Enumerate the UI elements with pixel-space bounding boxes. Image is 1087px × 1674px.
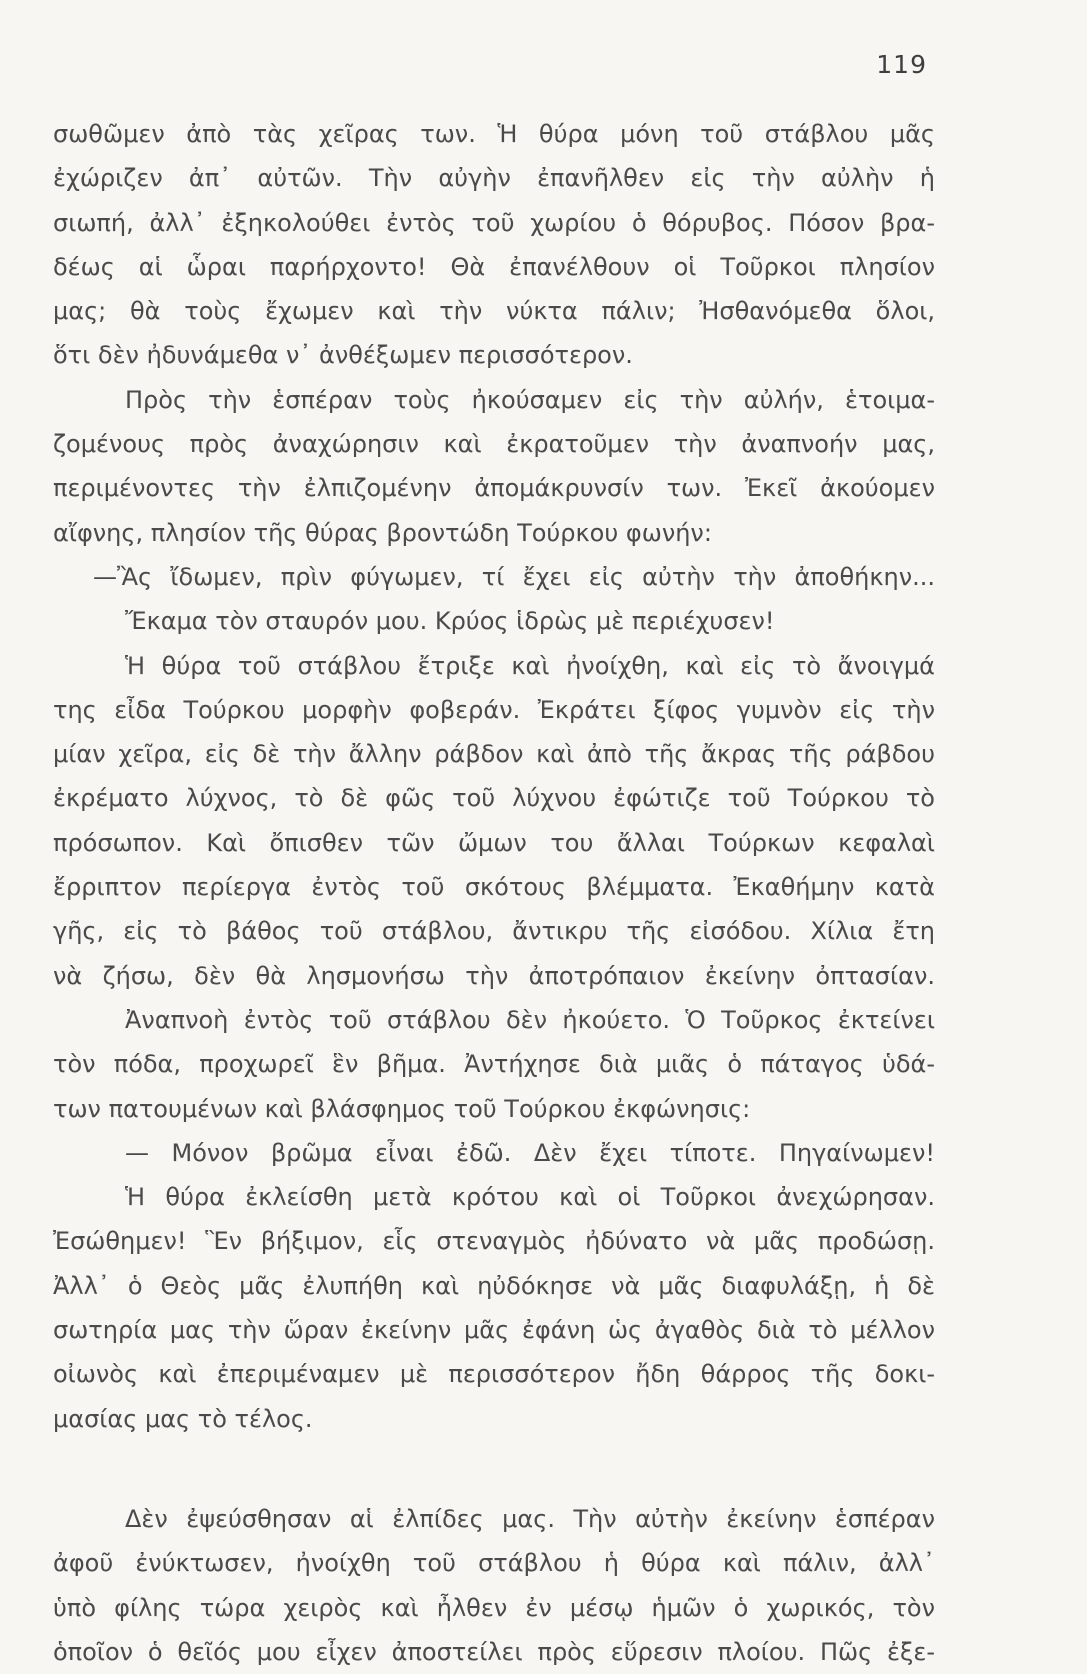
- text-line: Ἐσώθημεν! Ἓν βήξιμον, εἷς στεναγμὸς ἠδύνατο νὰ μᾶς προδώσῃ.: [53, 1227, 935, 1256]
- text-line: σιωπή, ἀλλ᾽ ἐξηκολούθει ἐντὸς τοῦ χωρίου ὁ θόρυβος. Πόσον βρα-: [53, 208, 935, 237]
- body-text: [53, 112, 935, 1674]
- text-line: Δὲν ἐψεύσθησαν αἱ ἐλπίδες μας. Τὴν αὐτὴν ἐκείνην ἑσπέραν: [125, 1504, 935, 1533]
- text-line: ἀφοῦ ἐνύκτωσεν, ἠνοίχθη τοῦ στάβλου ἡ θύρα καὶ πάλιν, ἀλλ᾽: [53, 1549, 935, 1578]
- text-line: οἰωνὸς καὶ ἐπεριμέναμεν μὲ περισσότερον ἤδη θάρρος τῆς δοκι-: [53, 1360, 935, 1389]
- text-line: πρόσωπον. Καὶ ὄπισθεν τῶν ὤμων του ἄλλαι Τούρκων κεφαλαὶ: [53, 828, 935, 857]
- text-line: μας; θὰ τοὺς ἔχωμεν καὶ τὴν νύκτα πάλιν; Ἠσθανόμεθα ὅλοι,: [53, 297, 935, 326]
- page-number: 119: [876, 50, 927, 79]
- text-line: ζομένους πρὸς ἀναχώρησιν καὶ ἐκρατοῦμεν τὴν ἀναπνοήν μας,: [53, 430, 935, 459]
- text-line: μασίας μας τὸ τέλος.: [53, 1404, 313, 1433]
- text-line: σωθῶμεν ἀπὸ τὰς χεῖρας των. Ἡ θύρα μόνη τοῦ στάβλου μᾶς: [53, 120, 935, 148]
- text-line: ἐχώριζεν ἀπ᾽ αὐτῶν. Τὴν αὐγὴν ἐπανῆλθεν εἰς τὴν αὐλὴν ἡ: [53, 164, 935, 193]
- text-line: Ἔκαμα τὸν σταυρόν μου. Κρύος ἱδρὼς μὲ περιέχυσεν!: [125, 607, 775, 636]
- text-line: ὁποῖον ὁ θεῖός μου εἶχεν ἀποστείλει πρὸς εὕρεσιν πλοίου. Πῶς ἐξε-: [53, 1637, 935, 1666]
- text-line: σωτηρία μας τὴν ὥραν ἐκείνην μᾶς ἐφάνη ὡς ἀγαθὸς διὰ τὸ μέλλον: [53, 1316, 935, 1345]
- text-line: δέως αἱ ὧραι παρήρχοντο! Θὰ ἐπανέλθουν οἱ Τοῦρκοι πλησίον: [53, 252, 935, 281]
- text-line: Πρὸς τὴν ἑσπέραν τοὺς ἠκούσαμεν εἰς τὴν αὐλήν, ἑτοιμα-: [125, 385, 935, 414]
- text-line: ἐκρέματο λύχνος, τὸ δὲ φῶς τοῦ λύχνου ἐφώτιζε τοῦ Τούρκου τὸ: [53, 784, 935, 813]
- text-line: ὅτι δὲν ἠδυνάμεθα ν᾽ ἀνθέξωμεν περισσότερον.: [53, 341, 633, 370]
- dialogue-line: —Ἂς ἴδωμεν, πρὶν φύγωμεν, τί ἔχει εἰς αὐτὴν τὴν ἀποθήκην...: [93, 562, 935, 591]
- text-line: Ἡ θύρα τοῦ στάβλου ἔτριξε καὶ ἠνοίχθη, καὶ εἰς τὸ ἄνοιγμά: [125, 651, 935, 680]
- text-line: της εἶδα Τούρκου μορφὴν φοβεράν. Ἐκράτει ξίφος γυμνὸν εἰς τὴν: [53, 695, 935, 724]
- text-line: των πατουμένων καὶ βλάσφημος τοῦ Τούρκου ἐκφώνησις:: [53, 1094, 751, 1123]
- dialogue-line: — Μόνον βρῶμα εἶναι ἐδῶ. Δὲν ἔχει τίποτε. Πηγαίνωμεν!: [125, 1138, 935, 1167]
- text-line: αἴφνης, πλησίον τῆς θύρας βροντώδη Τούρκου φωνήν:: [53, 518, 712, 547]
- text-line: νὰ ζήσω, δὲν θὰ λησμονήσω τὴν ἀποτρόπαιον ἐκείνην ὀπτασίαν.: [53, 961, 935, 990]
- section-gap: [53, 1441, 935, 1497]
- text-line: Ἡ θύρα ἐκλείσθη μετὰ κρότου καὶ οἱ Τοῦρκοι ἀνεχώρησαν.: [125, 1183, 935, 1212]
- text-line: ὑπὸ φίλης τώρα χειρὸς καὶ ἦλθεν ἐν μέσῳ ἡμῶν ὁ χωρικός, τὸν: [53, 1593, 935, 1622]
- text-line: μίαν χεῖρα, εἰς δὲ τὴν ἄλλην ράβδον καὶ ἀπὸ τῆς ἄκρας τῆς ράβδου: [53, 740, 935, 769]
- text-line: τὸν πόδα, προχωρεῖ ἓν βῆμα. Ἀντήχησε διὰ μιᾶς ὁ πάταγος ὑδά-: [53, 1050, 935, 1079]
- text-line: Ἀναπνοὴ ἐντὸς τοῦ στάβλου δὲν ἠκούετο. Ὁ Τοῦρκος ἐκτείνει: [125, 1005, 935, 1034]
- text-line: γῆς, εἰς τὸ βάθος τοῦ στάβλου, ἄντικρυ τῆς εἰσόδου. Χίλια ἔτη: [53, 917, 935, 946]
- text-line: ἔρριπτον περίεργα ἐντὸς τοῦ σκότους βλέμματα. Ἐκαθήμην κατὰ: [53, 873, 935, 902]
- text-line: Ἀλλ᾽ ὁ Θεὸς μᾶς ἐλυπήθη καὶ ηὐδόκησε νὰ μᾶς διαφυλάξῃ, ἡ δὲ: [53, 1271, 935, 1300]
- text-line: περιμένοντες τὴν ἐλπιζομένην ἀπομάκρυνσίν των. Ἐκεῖ ἀκούομεν: [53, 474, 935, 503]
